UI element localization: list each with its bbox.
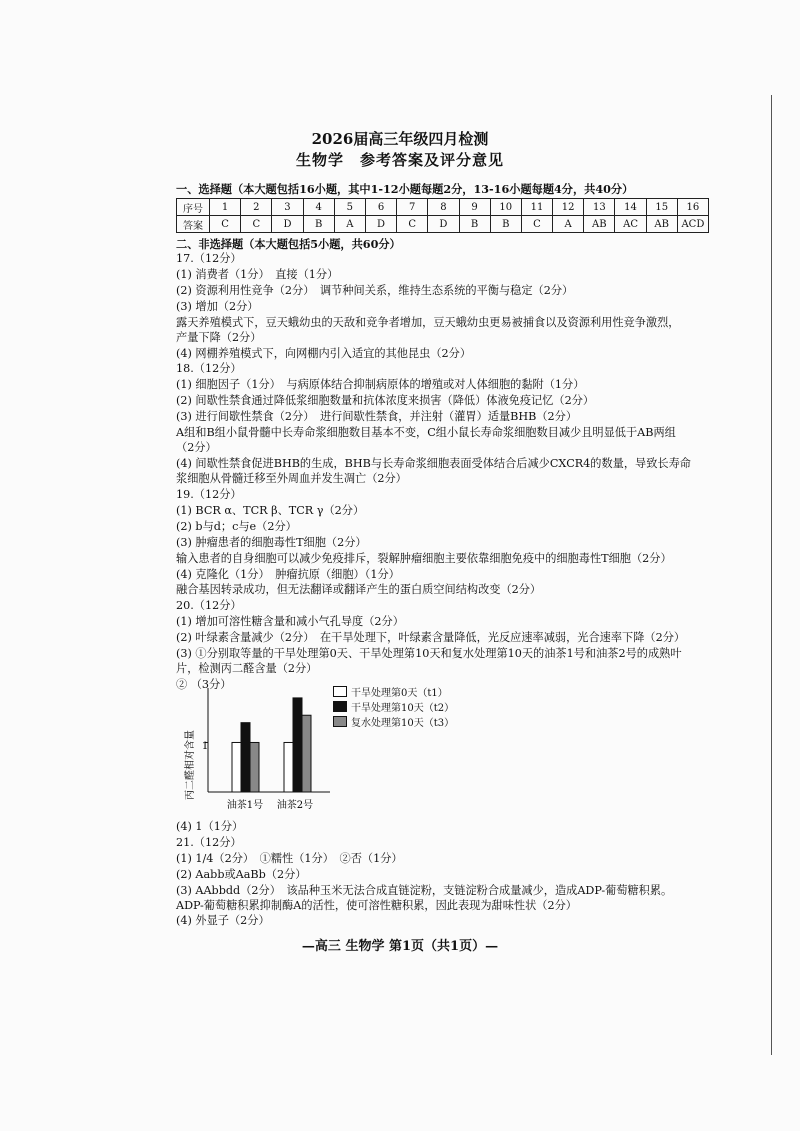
legend-label: 干旱处理第10天（t2） — [351, 703, 455, 714]
table-cell: B — [490, 216, 521, 233]
table-cell: 1 — [210, 199, 241, 216]
table-cell: 14 — [615, 199, 646, 216]
answer-line: (1) 消费者（1分） 直接（1分） — [176, 268, 339, 281]
table-cell: 2 — [241, 199, 272, 216]
answer-table-number-row — [177, 199, 709, 216]
answer-line: (3) 进行间歇性禁食（2分） 进行间歇性禁食，并注射（灌胃）适量BHB（2分） — [176, 410, 578, 423]
legend-item — [333, 684, 454, 699]
answer-line: ② （3分） — [176, 678, 232, 691]
x-tick-label: 油茶1号 — [226, 800, 264, 811]
table-cell: 12 — [553, 199, 584, 216]
answer-line: (4) 外显子（2分） — [176, 914, 270, 927]
answer-line: ADP-葡萄糖积累抑制酶A的活性，使可溶性糖积累，因此表现为甜味性状（2分） — [176, 899, 577, 912]
answer-line: (1) 细胞因子（1分） 与病原体结合抑制病原体的增殖或对人体细胞的黏附（1分） — [176, 378, 585, 391]
section-heading-choice: 一、选择题（本大题包括16小题，其中1-12小题每题2分，13-16小题每题4分，共40分） — [176, 182, 634, 196]
answer-line: (2) Aabb或AaBb（2分） — [176, 868, 307, 881]
chart-text-layer — [150, 690, 350, 830]
scan-edge-line — [771, 95, 772, 1055]
table-cell: D — [365, 216, 396, 233]
answer-line: 露天养殖模式下，豆天蛾幼虫的天敌和竞争者增加，豆天蛾幼虫更易被捕食以及资源利用性竞争激烈， — [176, 316, 680, 329]
table-cell: A — [553, 216, 584, 233]
page-title: 2026届高三年级四月检测 — [311, 130, 489, 148]
table-cell: 7 — [397, 199, 428, 216]
table-cell: 10 — [490, 199, 521, 216]
legend-swatch-white — [333, 686, 347, 697]
answer-line: 21.（12分） — [176, 836, 242, 849]
answer-line: (3) 增加（2分） — [176, 300, 259, 313]
table-cell: 4 — [303, 199, 334, 216]
answer-line: (1) 1/4（2分） ①糯性（1分） ②否（1分） — [176, 852, 403, 865]
table-cell: 13 — [584, 199, 615, 216]
answer-line: (3) AAbbdd（2分） 该品种玉米无法合成直链淀粉，支链淀粉合成量减少，造成ADP-葡萄糖积累。 — [176, 884, 673, 897]
table-cell: B — [459, 216, 490, 233]
answer-line: 片，检测丙二醛含量（2分） — [176, 662, 318, 675]
table-cell: AB — [584, 216, 615, 233]
answer-line: A组和B组小鼠骨髓中长寿命浆细胞数目基本不变，C组小鼠长寿命浆细胞数目减少且明显低于AB两组 — [176, 426, 676, 439]
answer-line: (3) ①分别取等量的干旱处理第0天、干旱处理第10天和复水处理第10天的油茶1号和油茶2号的成熟叶 — [176, 647, 682, 660]
x-tick-label: 油茶2号 — [276, 800, 314, 811]
legend-label: 干旱处理第0天（t1） — [351, 688, 448, 699]
table-header-answer: 答案 — [177, 216, 210, 233]
answer-table-answer-row — [177, 216, 709, 233]
table-cell: AB — [646, 216, 677, 233]
answer-line: (2) 间歇性禁食通过降低浆细胞数量和抗体浓度来损害（降低）体液免疫记忆（2分） — [176, 394, 595, 407]
table-cell: C — [241, 216, 272, 233]
answer-line: 19.（12分） — [176, 488, 242, 501]
table-cell: 6 — [365, 199, 396, 216]
table-cell: 9 — [459, 199, 490, 216]
answer-table — [176, 198, 709, 233]
answer-line: 融合基因转录成功，但无法翻译或翻译产生的蛋白质空间结构改变（2分） — [176, 583, 542, 596]
table-cell: C — [397, 216, 428, 233]
answer-line: (2) 资源利用性竞争（2分） 调节种间关系，维持生态系统的平衡与稳定（2分） — [176, 284, 574, 297]
table-cell: D — [428, 216, 459, 233]
legend-swatch-black — [333, 701, 347, 712]
table-cell: A — [334, 216, 365, 233]
table-cell: 8 — [428, 199, 459, 216]
page-subtitle: 生物学 参考答案及评分意见 — [295, 151, 504, 169]
y-axis-label: 丙二醛相对含量 — [185, 730, 196, 800]
answer-line: (4) 间歇性禁食促进BHB的生成，BHB与长寿命浆细胞表面受体结合后减少CXCR4的数量，导致长寿命 — [176, 457, 691, 470]
answer-line: 输入患者的自身细胞可以减少免疫排斥，裂解肿瘤细胞主要依靠细胞免疫中的细胞毒性T细胞（2分） — [176, 552, 672, 565]
legend-swatch-gray — [333, 716, 347, 727]
table-cell: C — [210, 216, 241, 233]
table-cell: 15 — [646, 199, 677, 216]
answer-line: (4) 网棚养殖模式下，向网棚内引入适宜的其他昆虫（2分） — [176, 347, 472, 360]
table-cell: 3 — [272, 199, 303, 216]
table-cell: C — [521, 216, 552, 233]
chart-legend — [333, 684, 454, 729]
table-cell: ACD — [677, 216, 708, 233]
table-cell: 11 — [521, 199, 552, 216]
table-cell: 5 — [334, 199, 365, 216]
table-cell: AC — [615, 216, 646, 233]
table-cell: 16 — [677, 199, 708, 216]
table-header-number: 序号 — [177, 199, 210, 216]
answer-line: (1) BCR α、TCR β、TCR γ（2分） — [176, 504, 365, 517]
table-cell: B — [303, 216, 334, 233]
answer-line: 产量下降（2分） — [176, 331, 262, 344]
answer-line: 20.（12分） — [176, 599, 242, 612]
answer-line: (2) b与d；c与e（2分） — [176, 520, 297, 533]
page-footer: —高三 生物学 第1页（共1页）— — [301, 939, 499, 954]
answer-line: (4) 1（1分） — [176, 820, 244, 833]
answer-line: (3) 肿瘤患者的细胞毒性T细胞（2分） — [176, 536, 367, 549]
answer-line: (1) 增加可溶性糖含量和减小气孔导度（2分） — [176, 615, 404, 628]
answer-line: 浆细胞从骨髓迁移至外周血并发生凋亡（2分） — [176, 472, 407, 485]
legend-label: 复水处理第10天（t3） — [351, 718, 455, 729]
legend-item — [333, 714, 454, 729]
answer-line: 17.（12分） — [176, 252, 242, 265]
answer-line: (4) 克隆化（1分） 肿瘤抗原（细胞）（1分） — [176, 568, 400, 581]
answer-line: (2) 叶绿素含量减少（2分） 在干旱处理下，叶绿素含量降低，光反应速率减弱，光合速率下降（2分） — [176, 631, 686, 644]
table-cell: D — [272, 216, 303, 233]
legend-item — [333, 699, 454, 714]
y-tick-label: 1 — [201, 741, 209, 752]
answer-line: 18.（12分） — [176, 362, 242, 375]
section-heading-nonchoice: 二、非选择题（本大题包括5小题，共60分） — [176, 237, 401, 251]
answer-line: （2分） — [176, 441, 217, 454]
